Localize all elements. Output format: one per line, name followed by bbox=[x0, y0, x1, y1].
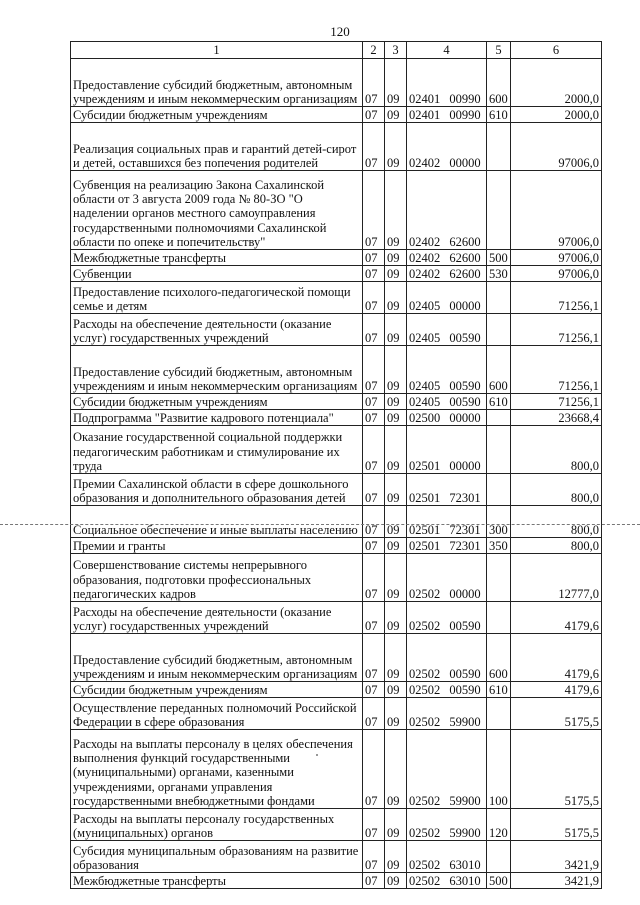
row-code-cell: 02501 72301 bbox=[407, 474, 487, 506]
table-row bbox=[71, 698, 602, 730]
row-section-cell: 07 bbox=[363, 506, 385, 538]
row-subsection-cell: 09 bbox=[385, 474, 407, 506]
row-amount-cell: 5175,5 bbox=[511, 698, 602, 730]
table-row bbox=[71, 266, 602, 282]
row-subsection-cell: 09 bbox=[385, 394, 407, 410]
row-code-cell: 02405 00590 bbox=[407, 314, 487, 346]
row-section-cell: 07 bbox=[363, 682, 385, 698]
row-name-cell: Субсидии бюджетным учреждениям bbox=[71, 107, 363, 123]
row-subsection-cell: 09 bbox=[385, 410, 407, 426]
row-code-cell: 02502 59900 bbox=[407, 809, 487, 841]
row-section-cell: 07 bbox=[363, 809, 385, 841]
row-subsection-cell: 09 bbox=[385, 314, 407, 346]
row-code-cell: 02501 72301 bbox=[407, 506, 487, 538]
row-amount-cell: 5175,5 bbox=[511, 809, 602, 841]
table-row bbox=[71, 474, 602, 506]
row-code-cell: 02502 59900 bbox=[407, 698, 487, 730]
row-name-cell: Расходы на обеспечение деятельности (оказание услуг) государственных учреждений bbox=[71, 314, 363, 346]
row-type-cell: 610 bbox=[487, 107, 511, 123]
row-amount-cell: 2000,0 bbox=[511, 59, 602, 107]
row-type-cell bbox=[487, 698, 511, 730]
row-name-cell: Субсидия муниципальным образованиям на развитие образования bbox=[71, 841, 363, 873]
table-row bbox=[71, 426, 602, 474]
row-type-cell: 600 bbox=[487, 634, 511, 682]
row-type-cell: 610 bbox=[487, 682, 511, 698]
row-code-cell: 02501 72301 bbox=[407, 538, 487, 554]
table-row bbox=[71, 554, 602, 602]
row-type-cell: 350 bbox=[487, 538, 511, 554]
column-header-6: 6 bbox=[511, 42, 602, 59]
table-row bbox=[71, 346, 602, 394]
row-amount-cell: 71256,1 bbox=[511, 346, 602, 394]
budget-table bbox=[70, 41, 602, 889]
table-row bbox=[71, 506, 602, 538]
table-row bbox=[71, 394, 602, 410]
row-name-cell: Предоставление субсидий бюджетным, автономным учреждениям и иным некоммерческим организациям bbox=[71, 59, 363, 107]
row-amount-cell: 4179,6 bbox=[511, 682, 602, 698]
row-amount-cell: 97006,0 bbox=[511, 250, 602, 266]
row-name-cell: Оказание государственной социальной поддержки педагогическим работникам и стимулирование их труда bbox=[71, 426, 363, 474]
row-code-cell: 02402 62600 bbox=[407, 250, 487, 266]
table-row bbox=[71, 250, 602, 266]
row-amount-cell: 71256,1 bbox=[511, 282, 602, 314]
row-code-cell: 02502 00000 bbox=[407, 554, 487, 602]
row-subsection-cell: 09 bbox=[385, 59, 407, 107]
table-row bbox=[71, 730, 602, 809]
row-section-cell: 07 bbox=[363, 171, 385, 250]
row-name-cell: Подпрограмма "Развитие кадрового потенциала" bbox=[71, 410, 363, 426]
row-section-cell: 07 bbox=[363, 282, 385, 314]
row-subsection-cell: 09 bbox=[385, 809, 407, 841]
row-section-cell: 07 bbox=[363, 538, 385, 554]
row-subsection-cell: 09 bbox=[385, 282, 407, 314]
table-body bbox=[71, 59, 602, 889]
row-code-cell: 02501 00000 bbox=[407, 426, 487, 474]
row-section-cell: 07 bbox=[363, 250, 385, 266]
row-name-cell: Премии и гранты bbox=[71, 538, 363, 554]
table-row bbox=[71, 123, 602, 171]
row-amount-cell: 800,0 bbox=[511, 538, 602, 554]
row-subsection-cell: 09 bbox=[385, 602, 407, 634]
row-section-cell: 07 bbox=[363, 314, 385, 346]
row-subsection-cell: 09 bbox=[385, 123, 407, 171]
row-amount-cell: 4179,6 bbox=[511, 634, 602, 682]
row-code-cell: 02502 00590 bbox=[407, 602, 487, 634]
row-section-cell: 07 bbox=[363, 123, 385, 171]
row-amount-cell: 800,0 bbox=[511, 426, 602, 474]
row-name-cell: Расходы на выплаты персоналу в целях обеспечения выполнения функций государственными (муниципальными) органами, казенными учреждениями, органами управления государственными внебюджетными фондами bbox=[71, 730, 363, 809]
row-subsection-cell: 09 bbox=[385, 698, 407, 730]
row-name-cell: Совершенствование системы непрерывного образования, подготовки профессиональных педагогических кадров bbox=[71, 554, 363, 602]
row-amount-cell: 3421,9 bbox=[511, 873, 602, 889]
row-code-cell: 02502 59900 bbox=[407, 730, 487, 809]
row-section-cell: 07 bbox=[363, 873, 385, 889]
row-code-cell: 02402 00000 bbox=[407, 123, 487, 171]
row-amount-cell: 5175,5 bbox=[511, 730, 602, 809]
row-type-cell: 300 bbox=[487, 506, 511, 538]
row-type-cell bbox=[487, 426, 511, 474]
row-section-cell: 07 bbox=[363, 107, 385, 123]
row-type-cell bbox=[487, 410, 511, 426]
row-name-cell: Предоставление субсидий бюджетным, автономным учреждениям и иным некоммерческим организациям bbox=[71, 634, 363, 682]
row-code-cell: 02401 00990 bbox=[407, 59, 487, 107]
row-name-cell: Межбюджетные трансферты bbox=[71, 250, 363, 266]
table-row bbox=[71, 873, 602, 889]
row-name-cell: Межбюджетные трансферты bbox=[71, 873, 363, 889]
row-subsection-cell: 09 bbox=[385, 841, 407, 873]
row-type-cell: 600 bbox=[487, 346, 511, 394]
row-type-cell: 500 bbox=[487, 250, 511, 266]
scan-artifact-speck bbox=[316, 754, 318, 756]
row-type-cell bbox=[487, 171, 511, 250]
row-subsection-cell: 09 bbox=[385, 171, 407, 250]
row-section-cell: 07 bbox=[363, 394, 385, 410]
page-number: 120 bbox=[330, 24, 350, 39]
row-subsection-cell: 09 bbox=[385, 730, 407, 809]
row-code-cell: 02502 63010 bbox=[407, 841, 487, 873]
row-name-cell: Субсидии бюджетным учреждениям bbox=[71, 682, 363, 698]
table-header-row bbox=[71, 42, 602, 59]
row-name-cell: Реализация социальных прав и гарантий детей-сирот и детей, оставшихся без попечения родителей bbox=[71, 123, 363, 171]
row-section-cell: 07 bbox=[363, 634, 385, 682]
table-row bbox=[71, 171, 602, 250]
row-name-cell: Субвенция на реализацию Закона Сахалинской области от 3 августа 2009 года № 80-ЗО "О наделении органов местного самоуправления государственными полномочиями Сахалинской области по опеке и попечительству" bbox=[71, 171, 363, 250]
row-section-cell: 07 bbox=[363, 841, 385, 873]
row-code-cell: 02502 00590 bbox=[407, 682, 487, 698]
row-subsection-cell: 09 bbox=[385, 506, 407, 538]
row-code-cell: 02401 00990 bbox=[407, 107, 487, 123]
table-row bbox=[71, 282, 602, 314]
row-amount-cell: 23668,4 bbox=[511, 410, 602, 426]
row-section-cell: 07 bbox=[363, 698, 385, 730]
row-code-cell: 02405 00000 bbox=[407, 282, 487, 314]
row-amount-cell: 2000,0 bbox=[511, 107, 602, 123]
row-type-cell: 120 bbox=[487, 809, 511, 841]
row-type-cell bbox=[487, 282, 511, 314]
row-type-cell bbox=[487, 474, 511, 506]
column-header-2: 2 bbox=[363, 42, 385, 59]
table-row bbox=[71, 682, 602, 698]
row-type-cell bbox=[487, 841, 511, 873]
row-code-cell: 02500 00000 bbox=[407, 410, 487, 426]
row-amount-cell: 3421,9 bbox=[511, 841, 602, 873]
row-amount-cell: 800,0 bbox=[511, 506, 602, 538]
table-row bbox=[71, 602, 602, 634]
row-name-cell: Субвенции bbox=[71, 266, 363, 282]
scan-artifact-line bbox=[0, 524, 640, 525]
row-code-cell: 02405 00590 bbox=[407, 394, 487, 410]
row-code-cell: 02502 63010 bbox=[407, 873, 487, 889]
row-type-cell bbox=[487, 314, 511, 346]
row-type-cell bbox=[487, 554, 511, 602]
table-row bbox=[71, 314, 602, 346]
table-row bbox=[71, 410, 602, 426]
row-subsection-cell: 09 bbox=[385, 250, 407, 266]
row-subsection-cell: 09 bbox=[385, 682, 407, 698]
row-code-cell: 02402 62600 bbox=[407, 266, 487, 282]
row-section-cell: 07 bbox=[363, 266, 385, 282]
row-amount-cell: 800,0 bbox=[511, 474, 602, 506]
row-type-cell: 530 bbox=[487, 266, 511, 282]
table-row bbox=[71, 841, 602, 873]
row-amount-cell: 12777,0 bbox=[511, 554, 602, 602]
row-subsection-cell: 09 bbox=[385, 554, 407, 602]
row-subsection-cell: 09 bbox=[385, 634, 407, 682]
column-header-1: 1 bbox=[71, 42, 363, 59]
row-code-cell: 02502 00590 bbox=[407, 634, 487, 682]
row-type-cell bbox=[487, 602, 511, 634]
row-amount-cell: 71256,1 bbox=[511, 314, 602, 346]
row-name-cell: Осуществление переданных полномочий Российской Федерации в сфере образования bbox=[71, 698, 363, 730]
row-subsection-cell: 09 bbox=[385, 873, 407, 889]
row-subsection-cell: 09 bbox=[385, 346, 407, 394]
row-name-cell: Предоставление психолого-педагогической помощи семье и детям bbox=[71, 282, 363, 314]
row-amount-cell: 4179,6 bbox=[511, 602, 602, 634]
table-row bbox=[71, 107, 602, 123]
table-row bbox=[71, 634, 602, 682]
row-subsection-cell: 09 bbox=[385, 107, 407, 123]
row-subsection-cell: 09 bbox=[385, 538, 407, 554]
row-amount-cell: 97006,0 bbox=[511, 171, 602, 250]
table-row bbox=[71, 59, 602, 107]
row-name-cell: Субсидии бюджетным учреждениям bbox=[71, 394, 363, 410]
row-amount-cell: 97006,0 bbox=[511, 266, 602, 282]
row-type-cell: 600 bbox=[487, 59, 511, 107]
row-name-cell: Предоставление субсидий бюджетным, автономным учреждениям и иным некоммерческим организациям bbox=[71, 346, 363, 394]
row-section-cell: 07 bbox=[363, 59, 385, 107]
row-section-cell: 07 bbox=[363, 410, 385, 426]
row-section-cell: 07 bbox=[363, 602, 385, 634]
row-code-cell: 02402 62600 bbox=[407, 171, 487, 250]
row-section-cell: 07 bbox=[363, 346, 385, 394]
row-name-cell: Социальное обеспечение и иные выплаты населению bbox=[71, 506, 363, 538]
row-code-cell: 02405 00590 bbox=[407, 346, 487, 394]
row-type-cell: 500 bbox=[487, 873, 511, 889]
row-subsection-cell: 09 bbox=[385, 266, 407, 282]
row-type-cell bbox=[487, 123, 511, 171]
row-section-cell: 07 bbox=[363, 474, 385, 506]
column-header-4: 4 bbox=[407, 42, 487, 59]
row-section-cell: 07 bbox=[363, 730, 385, 809]
row-type-cell: 610 bbox=[487, 394, 511, 410]
row-amount-cell: 97006,0 bbox=[511, 123, 602, 171]
row-section-cell: 07 bbox=[363, 554, 385, 602]
table-row bbox=[71, 538, 602, 554]
row-name-cell: Расходы на обеспечение деятельности (оказание услуг) государственных учреждений bbox=[71, 602, 363, 634]
row-name-cell: Расходы на выплаты персоналу государственных (муниципальных) органов bbox=[71, 809, 363, 841]
row-subsection-cell: 09 bbox=[385, 426, 407, 474]
row-name-cell: Премии Сахалинской области в сфере дошкольного образования и дополнительного образования детей bbox=[71, 474, 363, 506]
row-type-cell: 100 bbox=[487, 730, 511, 809]
table-row bbox=[71, 809, 602, 841]
row-amount-cell: 71256,1 bbox=[511, 394, 602, 410]
column-header-3: 3 bbox=[385, 42, 407, 59]
row-section-cell: 07 bbox=[363, 426, 385, 474]
column-header-5: 5 bbox=[487, 42, 511, 59]
